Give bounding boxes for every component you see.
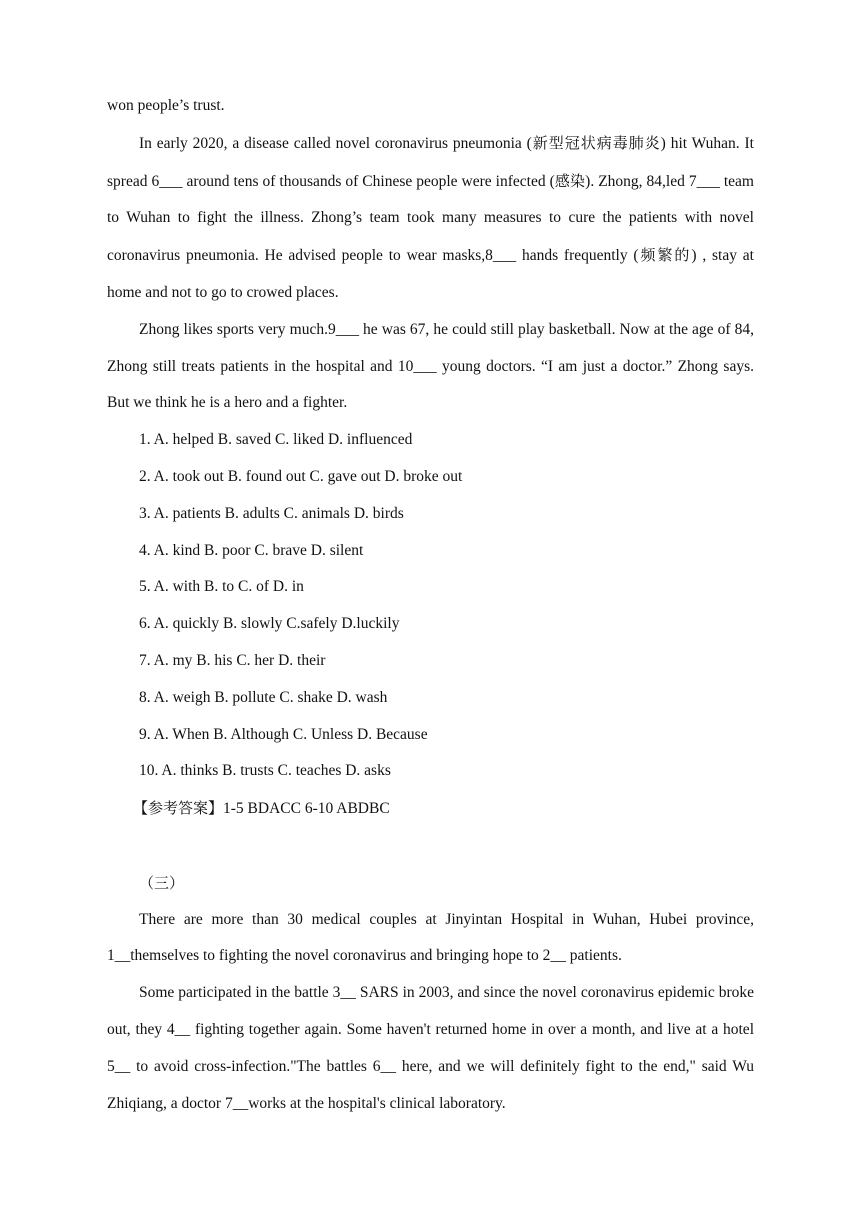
section-heading: （三） [139,873,185,892]
option-line: 8. A. weigh B. pollute C. shake D. wash [139,688,388,706]
paragraph-text: ) , stay at home and not to go to crowed places. [107,247,754,301]
option-line: 4. A. kind B. poor C. brave D. silent [139,541,364,559]
paragraph-text: In early 2020, a disease called novel coronavirus pneumonia ( [139,134,532,152]
paragraph-text: ). Zhong, 84,led 7___ team to Wuhan to fight the illness. Zhong’s team took many measures to cure the patients with novel coronavirus pneumonia. He advised people to wear masks,8___ hands frequently ( [107,172,754,265]
section-spacer [107,828,754,865]
option-line: 3. A. patients B. adults C. animals D. birds [139,504,404,522]
answer-key-text: 1-5 BDACC 6-10 ABDBC [223,800,390,818]
paragraph-medical-couples: There are more than 30 medical couples at Jinyintan Hospital in Wuhan, Hubei province, 1__themselves to fighting the novel coronavirus and bringing hope to 2__ patients. [107,910,754,965]
chinese-gloss: 感染 [554,171,586,190]
option-line: 1. A. helped B. saved C. liked D. influenced [139,431,413,449]
answer-key-tag: 【参考答案】 [133,799,224,818]
paragraph-continuation: won people’s trust. [107,97,225,114]
chinese-gloss: 新型冠状病毒肺炎 [531,133,661,152]
option-line: 9. A. When B. Although C. Unless D. Because [139,725,428,743]
paragraph-zhong-wuhan [107,125,754,312]
option-line: 6. A. quickly B. slowly C.safely D.luckily [139,615,400,633]
paragraph-text: ) hit Wuhan. It spread 6___ around tens of thousands of Chinese people were infected ( [107,134,754,190]
paragraph-zhong-sports: Zhong likes sports very much.9___ he was 67, he could still play basketball. Now at the age of 84, Zhong still treats patients in the hospital and 10___ young doctors. “I am just a doctor.” Zhong says. But we think he is a hero and a fighter. [107,320,754,412]
option-line: 5. A. with B. to C. of D. in [139,578,304,596]
answer-key [107,790,754,828]
chinese-gloss: 频繁的 [638,246,692,265]
paragraph-sars-battle: Some participated in the battle 3__ SARS in 2003, and since the novel coronavirus epidemic broke out, they 4__ fighting together again. Some haven't returned home in over a month, and live at a hotel 5__ to avoid cross-infection."The battles 6__ here, and we will definitely fight to the end," said Wu Zhiqiang, a doctor 7__works at the hospital's clinical laboratory. [107,984,754,1112]
option-line: 7. A. my B. his C. her D. their [139,651,326,669]
option-line: 2. A. took out B. found out C. gave out D. broke out [139,467,463,485]
option-line: 10. A. thinks B. trusts C. teaches D. asks [139,762,391,780]
document-body [107,88,754,1122]
